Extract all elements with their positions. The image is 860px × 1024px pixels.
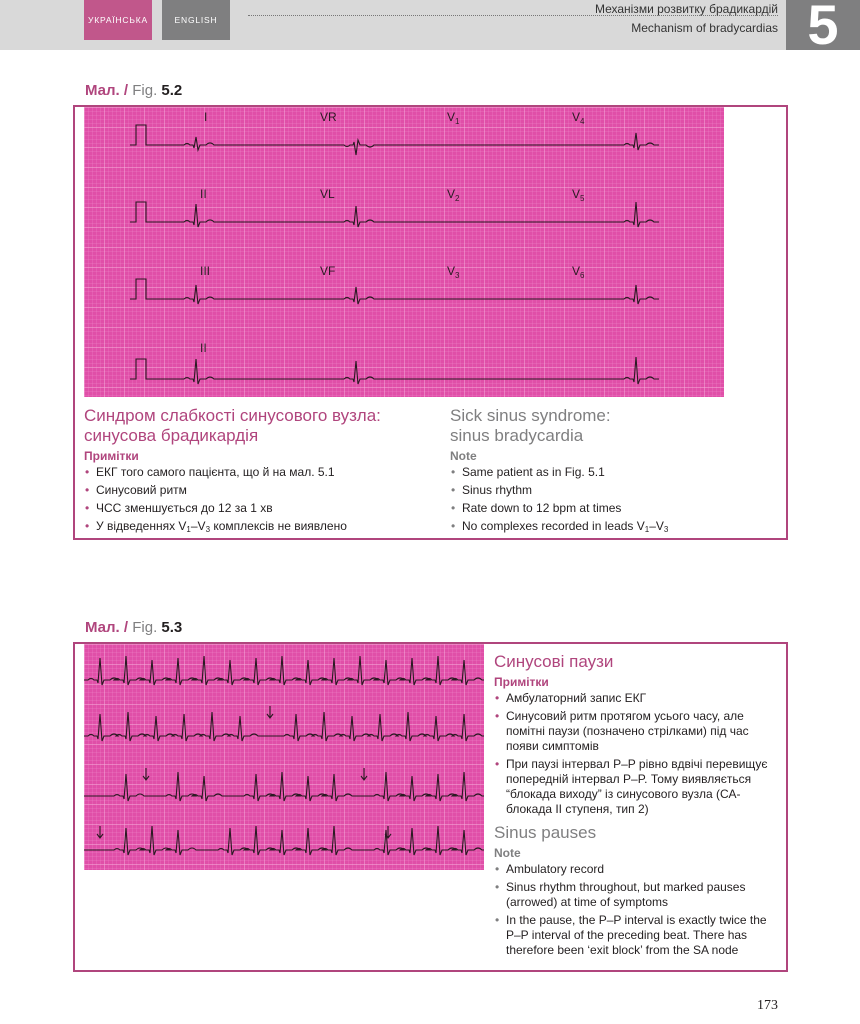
lead-label-V6: $V_6$ bbox=[572, 264, 585, 280]
list-item: • Rate down to 12 bpm at times bbox=[450, 501, 780, 516]
lead-label-II-rhythm: II bbox=[200, 341, 207, 355]
caption-english bbox=[450, 406, 780, 540]
list-item: • При паузі інтервал P–P рівно вдвічі перевищує попередній інтервал P–P. Тому виявляється “блокада виходу” із синусового вузла (СА-блокада II ступеня, тип 2) bbox=[494, 757, 782, 817]
list-item: • In the pause, the P–P interval is exactly twice the P–P interval of the preceding beat. There has therefore been ‘exit block’ from the SA node bbox=[494, 913, 782, 958]
list-item: • ЕКГ того самого пацієнта, що й на мал. 5.1 bbox=[84, 465, 434, 480]
lead-label-VF: VF bbox=[320, 264, 336, 278]
figure-label-en: Fig. bbox=[132, 619, 158, 636]
section-title-ukrainian: Механізми розвитку брадикардій bbox=[594, 2, 778, 16]
ecg-12-lead-svg bbox=[84, 107, 724, 397]
lead-label-VR: VR bbox=[320, 110, 337, 124]
caption-title-en: Sinus pauses bbox=[494, 823, 597, 842]
list-item: • У відведеннях $V_1-V_3$ комплексів не виявлено bbox=[84, 519, 434, 537]
figure-label-ua: Мал. bbox=[85, 619, 120, 636]
list-item: • Синусовий ритм bbox=[84, 483, 434, 498]
caption-ukrainian bbox=[84, 406, 434, 540]
page-number: 173 bbox=[757, 998, 778, 1013]
note-list bbox=[450, 465, 780, 537]
lead-label-V1: $V_1$ bbox=[447, 110, 460, 126]
note-heading: Примітки bbox=[494, 675, 549, 689]
section-title-english: Mechanism of bradycardias bbox=[631, 21, 778, 35]
figure-label-slash: / bbox=[123, 619, 129, 636]
list-item: • No complexes recorded in leads $V_1-V_3$ bbox=[450, 519, 780, 537]
note-heading: Note bbox=[450, 449, 477, 463]
list-item: • Sinus rhythm throughout, but marked pauses (arrowed) at time of symptoms bbox=[494, 880, 782, 910]
chapter-number: 5 bbox=[786, 0, 860, 50]
figure-label bbox=[85, 82, 182, 99]
caption-figure-5-3 bbox=[494, 650, 782, 961]
caption-title-line1: Синдром слабкості синусового вузла: bbox=[84, 406, 381, 425]
note-list bbox=[84, 465, 434, 537]
ecg-12-lead-image bbox=[84, 107, 724, 397]
figure-number: 5.3 bbox=[161, 619, 183, 636]
lead-label-V2: $V_2$ bbox=[447, 187, 460, 203]
lead-label-I: I bbox=[204, 110, 208, 124]
caption-title-line2: синусова брадикардія bbox=[84, 426, 259, 445]
list-item: • Синусовий ритм протягом усього часу, але помітні паузи (позначено стрілками) під час появи симптомів bbox=[494, 709, 782, 754]
lead-label-V3: $V_3$ bbox=[447, 264, 460, 280]
lead-label-VL: VL bbox=[320, 187, 335, 201]
lead-label-II: II bbox=[200, 187, 207, 201]
list-item: • Sinus rhythm bbox=[450, 483, 780, 498]
language-tab-english[interactable]: ENGLISH bbox=[162, 0, 230, 40]
language-tab-ukrainian[interactable]: УКРАЇНСЬКА bbox=[84, 0, 152, 40]
list-item: • Ambulatory record bbox=[494, 862, 782, 877]
ecg-ambulatory-image bbox=[84, 644, 484, 870]
lead-label-V5: $V_5$ bbox=[572, 187, 585, 203]
caption-title-ua: Синусові паузи bbox=[494, 652, 614, 671]
note-heading: Примітки bbox=[84, 449, 139, 463]
note-list bbox=[494, 691, 782, 817]
ecg-ambulatory-svg bbox=[84, 644, 484, 870]
figure-label-en: Fig. bbox=[132, 82, 158, 99]
list-item: • ЧСС зменшується до 12 за 1 хв bbox=[84, 501, 434, 516]
list-item: • Same patient as in Fig. 5.1 bbox=[450, 465, 780, 480]
caption-title-line1: Sick sinus syndrome: bbox=[450, 406, 611, 425]
note-heading: Note bbox=[494, 846, 521, 860]
caption-title-line2: sinus bradycardia bbox=[450, 426, 584, 445]
lead-label-III: III bbox=[200, 264, 211, 278]
note-list bbox=[494, 862, 782, 958]
lead-label-V4: $V_4$ bbox=[572, 110, 585, 126]
figure-label-ua: Мал. bbox=[85, 82, 120, 99]
list-item: • Амбулаторний запис ЕКГ bbox=[494, 691, 782, 706]
figure-number: 5.2 bbox=[161, 82, 183, 99]
figure-label-slash: / bbox=[123, 82, 129, 99]
figure-label bbox=[85, 619, 182, 636]
